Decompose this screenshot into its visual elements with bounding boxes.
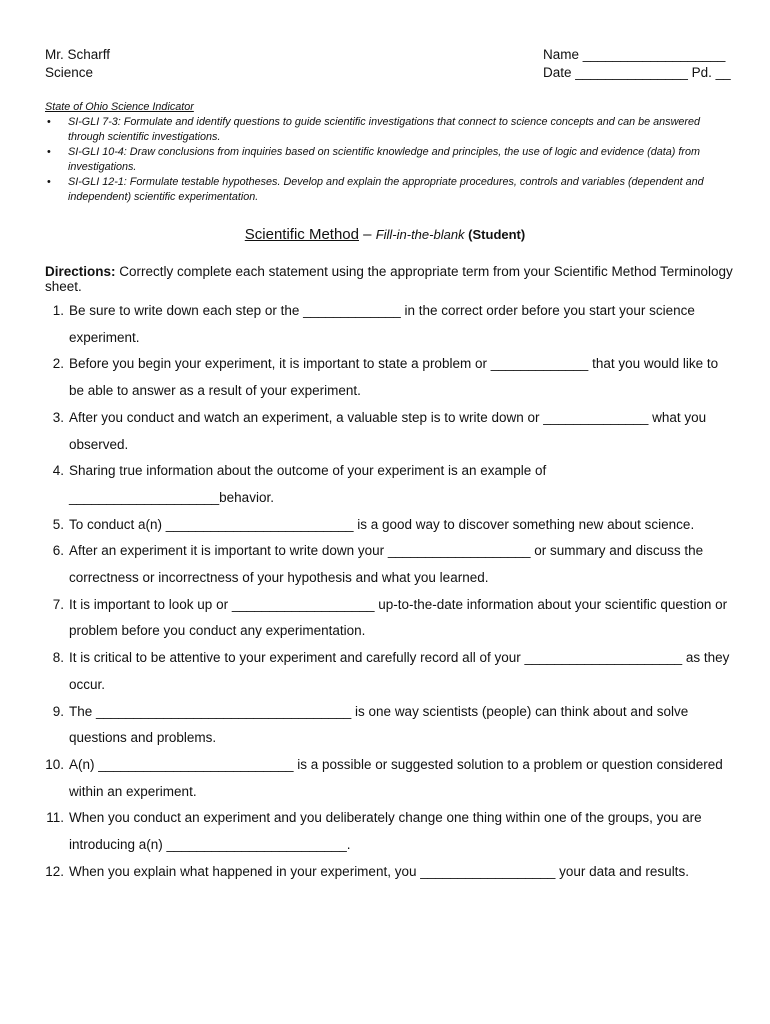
question-number: 8. xyxy=(52,650,64,666)
question-text: It is critical to be attentive to your experiment and carefully record all of your _____________________ as they occur. xyxy=(69,650,730,692)
title-main: Scientific Method xyxy=(244,226,359,243)
question-list xyxy=(40,298,730,885)
question-text: It is important to look up or ___________________ up-to-the-date information about your scientific question or problem before you conduct any experimentation. xyxy=(69,596,728,639)
question-number: 11. xyxy=(46,810,64,826)
indicator-title: State of Ohio Science Indicator xyxy=(45,101,194,113)
question-number: 7. xyxy=(52,596,64,612)
question-item xyxy=(40,405,730,458)
question-text: The __________________________________ is one way scientists (people) can think about and solve questions and problems. xyxy=(69,703,689,746)
question-number: 3. xyxy=(52,409,64,425)
question-number: 4. xyxy=(52,463,64,479)
question-text: When you conduct an experiment and you deliberately change one thing within one of the groups, you are introducing a(n) ________________________. xyxy=(69,810,702,853)
question-item xyxy=(40,859,730,886)
question-text: Before you begin your experiment, it is important to state a problem or _____________ that you would like to be able to answer as a result of your experiment. xyxy=(69,356,719,399)
question-item xyxy=(40,592,730,645)
indicator-item xyxy=(45,115,725,145)
indicator-text: SI-GLI 7-3: Formulate and identify questions to guide scientific investigations that connect to science concepts and can be answered through scientific investigations. xyxy=(68,116,700,143)
question-text: A(n) __________________________ is a possible or suggested solution to a problem or question considered within an experiment. xyxy=(69,756,723,799)
question-text: After an experiment it is important to write down your ___________________ or summary and discuss the correctness or incorrectness of your hypothesis and what you learned. xyxy=(69,543,704,586)
indicator-item xyxy=(45,175,725,205)
question-number: 9. xyxy=(52,703,64,719)
directions xyxy=(45,264,735,294)
date-period-line: Date _______________ Pd. __ xyxy=(543,65,731,80)
question-number: 5. xyxy=(52,516,64,532)
question-item xyxy=(40,512,730,539)
indicator-text: SI-GLI 10-4: Draw conclusions from inquiries based on scientific knowledge and principles, the use of logic and evidence (data) from investigations. xyxy=(68,146,700,173)
name-line: Name ___________________ xyxy=(543,47,726,62)
title-subtitle: Fill-in-the-blank xyxy=(375,227,465,242)
state-indicator-section xyxy=(45,100,725,205)
question-item xyxy=(40,458,730,511)
question-text: Sharing true information about the outcome of your experiment is an example of ____________________behavior. xyxy=(69,463,547,505)
bullet-icon: • xyxy=(47,116,51,128)
bullet-icon: • xyxy=(47,146,51,158)
indicator-item xyxy=(45,145,725,175)
title-dash: – xyxy=(359,226,376,243)
teacher-info xyxy=(45,46,110,82)
bullet-icon: • xyxy=(47,176,51,188)
question-item xyxy=(40,298,730,351)
indicator-list xyxy=(45,115,725,205)
worksheet-title xyxy=(0,226,770,243)
question-item xyxy=(40,805,730,858)
question-number: 10. xyxy=(45,756,64,772)
question-item xyxy=(40,538,730,591)
question-text: After you conduct and watch an experiment, a valuable step is to write down or ______________ what you observed. xyxy=(69,409,707,452)
question-text: To conduct a(n) _________________________ is a good way to discover something new about science. xyxy=(69,516,695,532)
question-text: Be sure to write down each step or the _____________ in the correct order before you start your science experiment. xyxy=(69,303,695,345)
directions-text: Correctly complete each statement using the appropriate term from your Scientific Method Terminology sheet. xyxy=(45,264,733,294)
subject-name: Science xyxy=(45,65,94,80)
teacher-name: Mr. Scharff xyxy=(45,47,111,62)
title-student-tag: (Student) xyxy=(464,227,526,242)
question-text: When you explain what happened in your experiment, you __________________ your data and results. xyxy=(69,863,689,879)
student-info xyxy=(543,46,731,82)
question-item xyxy=(40,351,730,404)
question-number: 12. xyxy=(45,863,64,879)
question-item xyxy=(40,645,730,698)
directions-label: Directions: xyxy=(45,264,116,279)
question-number: 6. xyxy=(52,543,64,559)
question-item xyxy=(40,752,730,805)
indicator-text: SI-GLI 12-1: Formulate testable hypotheses. Develop and explain the appropriate procedures, controls and variables (dependent and independent) scientific experimentation. xyxy=(68,176,704,203)
question-number: 2. xyxy=(52,356,64,372)
question-number: 1. xyxy=(52,303,64,318)
question-item xyxy=(40,699,730,752)
